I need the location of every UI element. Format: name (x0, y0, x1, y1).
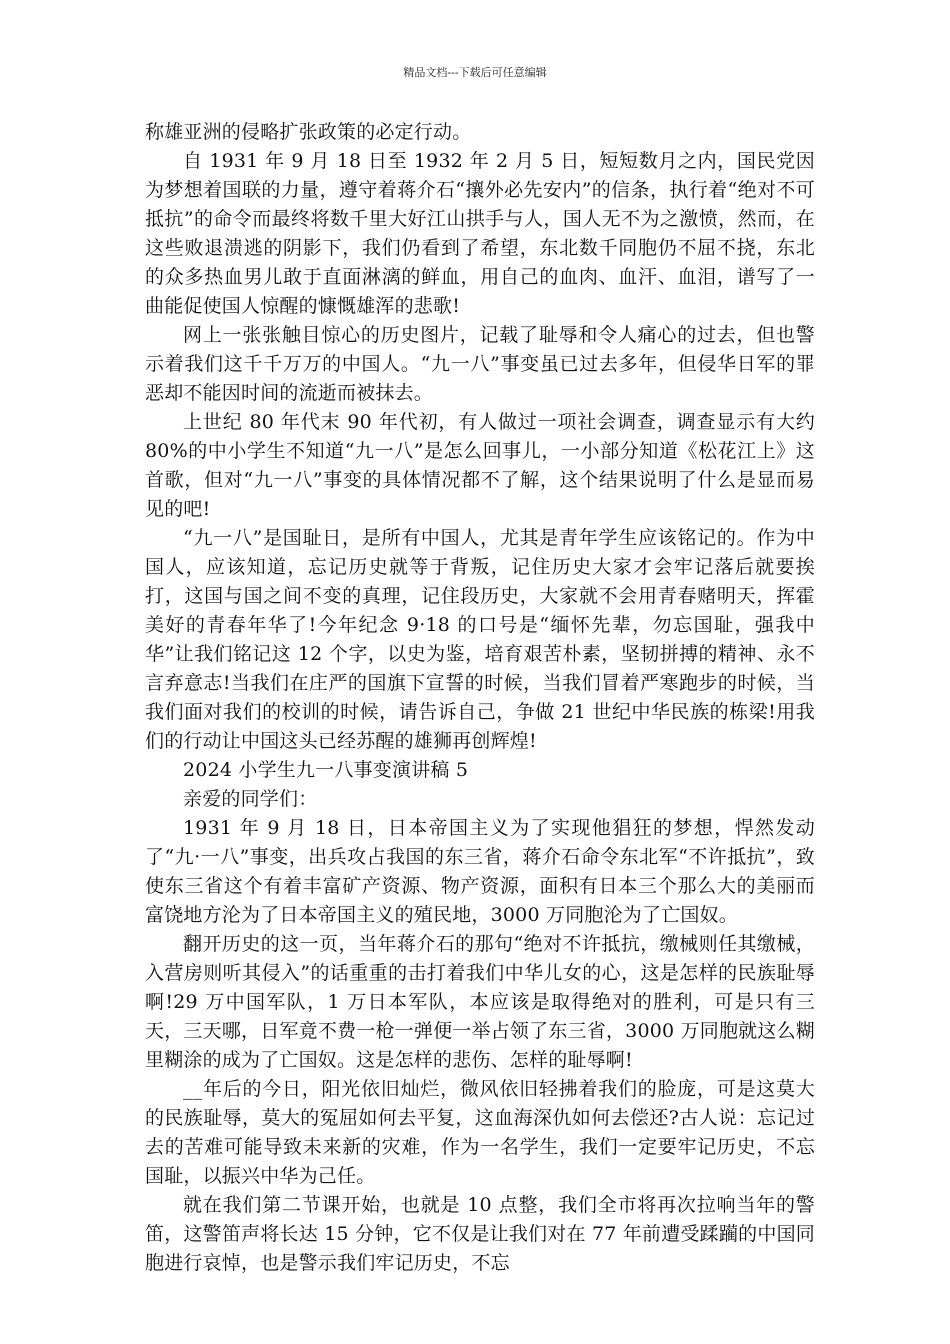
paragraph: 翻开历史的这一页，当年蒋介石的那句“绝对不许抵抗，缴械则任其缴械，入营房则听其侵入”的话重重的击打着我们中华儿女的心，这是怎样的民族耻辱啊!29 万中国军队，1 万日本军队，本应该是取得绝对的胜利，可是只有三天，三天哪，日军竟不费一枪一弹便一举占领了东三省，3000 万同胞就这么糊里糊涂的成为了亡国奴。这是怎样的悲伤、怎样的耻辱啊! (145, 933, 815, 1071)
paragraph: “九一八”是国耻日，是所有中国人，尤其是青年学生应该铭记的。作为中国人，应该知道，忘记历史就等于背叛，记住历史大家才会牢记落后就要挨打，这国与国之间不变的真理，记住段历史，大家就不会用青春赌明天，挥霍美好的青春年华了!今年纪念 9·18 的口号是“缅怀先辈，勿忘国耻，强我中华”让我们铭记这 12 个字，以史为鉴，培育艰苦朴素，坚韧拼搏的精神、永不言弃意志!当我们在庄严的国旗下宣誓的时候，当我们冒着严寒跑步的时候，当我们面对我们的校训的时候，请告诉自己，争做 21 世纪中华民族的栋梁!用我们的行动让中国这头已经苏醒的雄狮再创辉煌! (145, 527, 815, 752)
salutation: 亲爱的同学们： (183, 788, 318, 810)
paragraph: 1931 年 9 月 18 日，日本帝国主义为了实现他猖狂的梦想，悍然发动了“九·一八”事变，出兵攻占我国的东三省，蒋介石命令东北军“不许抵抗”，致使东三省这个有着丰富矿产资源、物产资源，面积有日本三个那么大的美丽而富饶地方沦为了日本帝国主义的殖民地，3000 万同胞沦为了亡国奴。 (145, 817, 815, 926)
document-body (145, 118, 815, 1278)
page-header: 精品文档---下载后可任意编辑 (403, 66, 547, 79)
paragraph: 网上一张张触目惊心的历史图片，记载了耻辱和令人痛心的过去，但也警示着我们这千千万万的中国人。“九一八”事变虽已过去多年，但侵华日军的罪恶却不能因时间的流逝而被抹去。 (145, 324, 815, 404)
paragraph: 就在我们第二节课开始，也就是 10 点整，我们全市将再次拉响当年的警笛，这警笛声将长达 15 分钟，它不仅是让我们对在 77 年前遭受蹂躏的中国同胞进行哀悼，也是警示我们牢记历史，不忘 (145, 1194, 815, 1274)
paragraph: 自 1931 年 9 月 18 日至 1932 年 2 月 5 日，短短数月之内，国民党因为梦想着国联的力量，遵守着蒋介石“攘外必先安内”的信条，执行着“绝对不可抵抗”的命令而最终将数千里大好江山拱手与人，国人无不为之激愤，然而，在这些败退溃逃的阴影下，我们仍看到了希望，东北数千同胞仍不屈不挠，东北的众多热血男儿敢于直面淋漓的鲜血，用自己的血肉、血汗、血泪，谱写了一曲能促使国人惊醒的慷慨雄浑的悲歌! (145, 150, 815, 317)
paragraph: 上世纪 80 年代末 90 年代初，有人做过一项社会调查，调查显示有大约 80%的中小学生不知道“九一八”是怎么回事儿，一小部分知道《松花江上》这首歌，但对“九一八”事变的具体情况都不了解，这个结果说明了什么是显而易见的吧! (145, 411, 815, 520)
paragraph-continuation: 称雄亚洲的侵略扩张政策的必定行动。 (145, 121, 472, 143)
speech-title: 2024 小学生九一八事变演讲稿 5 (183, 759, 469, 781)
paragraph: __年后的今日，阳光依旧灿烂，微风依旧轻拂着我们的脸庞，可是这莫大的民族耻辱，莫大的冤屈如何去平复，这血海深仇如何去偿还?古人说：忘记过去的苦难可能导致未来新的灾难，作为一名学生，我们一定要牢记历史，不忘国耻，以振兴中华为己任。 (145, 1078, 815, 1187)
